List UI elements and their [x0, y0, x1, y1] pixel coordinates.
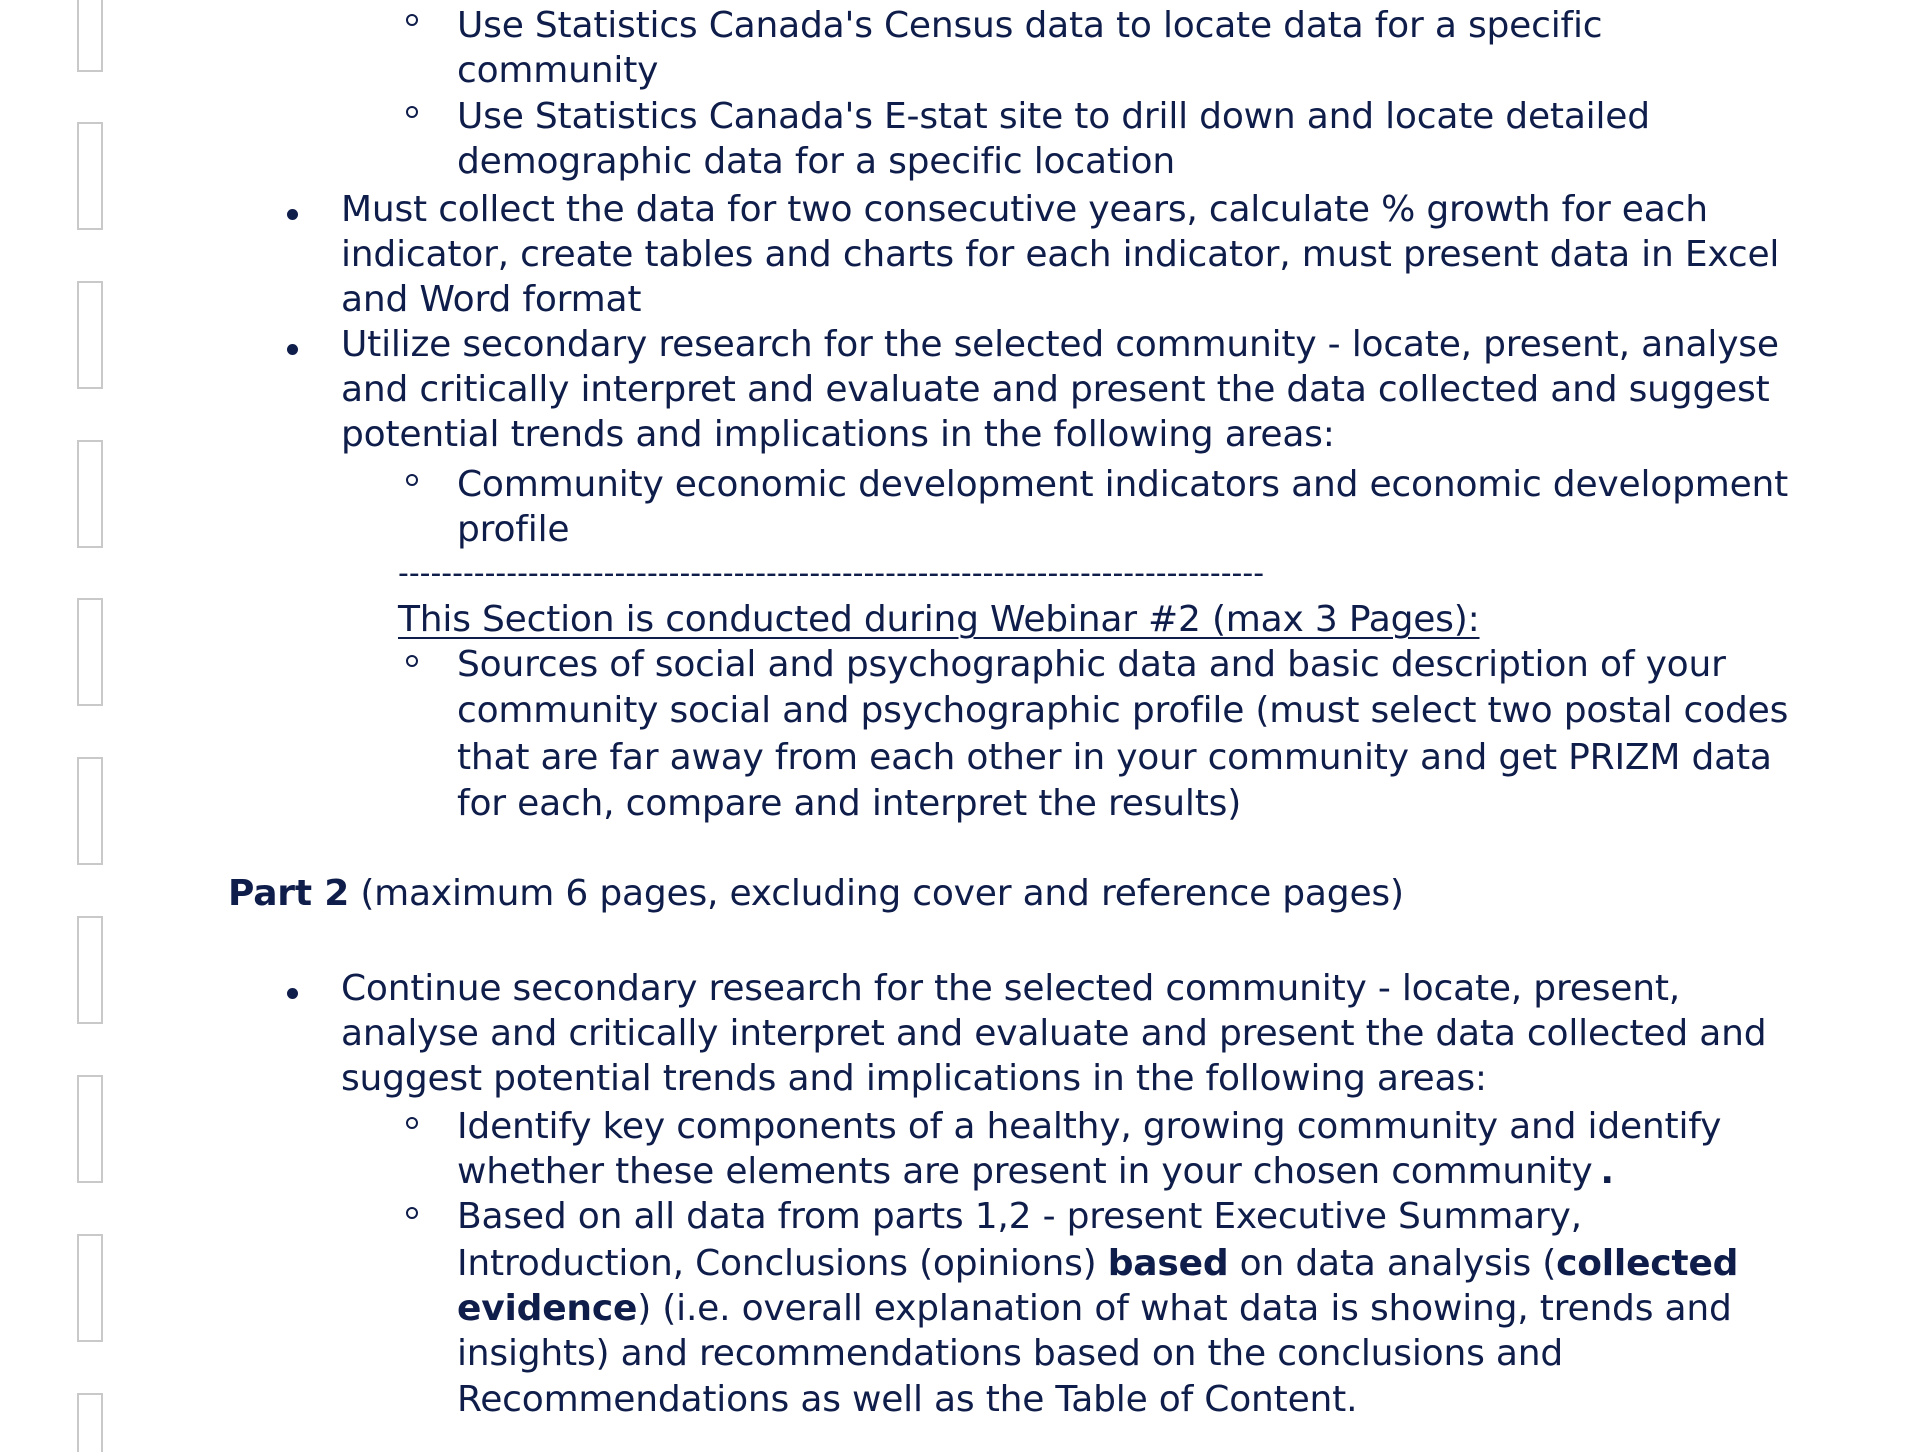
sub-list-item-text-bold: evidence	[457, 1288, 638, 1329]
webinar-section-heading: This Section is conducted during Webinar #2 (max 3 Pages):	[398, 599, 1480, 640]
list-item-text: suggest potential trends and implications in the following areas:	[341, 1058, 1487, 1099]
sub-list-item-text-bold: collected	[1556, 1243, 1739, 1284]
sub-list-item-text: insights) and recommendations based on the conclusions and	[457, 1333, 1564, 1374]
sub-list-item-text-bold: based	[1107, 1243, 1229, 1284]
sub-list-item-text: Use Statistics Canada's E-stat site to drill down and locate detailed	[457, 96, 1650, 137]
bullet-icon	[287, 344, 298, 355]
sub-list-item-text: demographic data for a specific location	[457, 141, 1175, 182]
hollow-bullet-icon	[406, 474, 418, 486]
sub-list-item-text: Identify key components of a healthy, growing community and identify	[457, 1106, 1722, 1147]
sub-list-item-text: that are far away from each other in your community and get PRIZM data	[457, 737, 1772, 778]
part2-title: Part 2	[228, 873, 350, 914]
sub-list-item-text: Recommendations as well as the Table of Content.	[457, 1379, 1358, 1420]
hollow-bullet-icon	[406, 14, 418, 26]
sub-list-item-text-part: Introduction, Conclusions (opinions)	[457, 1243, 1108, 1284]
list-item-text: potential trends and implications in the following areas:	[341, 414, 1335, 455]
list-item-text: Must collect the data for two consecutive years, calculate % growth for each	[341, 189, 1708, 230]
sub-list-item-text-part: whether these elements are present in your chosen community	[457, 1151, 1593, 1192]
list-item-text: indicator, create tables and charts for each indicator, must present data in Excel	[341, 234, 1780, 275]
sub-list-item-text: community	[457, 50, 659, 91]
hollow-bullet-icon	[406, 106, 418, 118]
hollow-bullet-icon	[406, 655, 418, 667]
list-item-text: Continue secondary research for the selected community - locate, present,	[341, 968, 1680, 1009]
sub-list-item-text: profile	[457, 509, 570, 550]
sub-list-item-text: Use Statistics Canada's Census data to locate data for a specific	[457, 5, 1603, 46]
part2-subtitle: (maximum 6 pages, excluding cover and reference pages)	[360, 873, 1404, 914]
list-item-text: and Word format	[341, 279, 642, 320]
sub-list-item-text	[457, 1150, 1614, 1194]
hollow-bullet-icon	[406, 1207, 418, 1219]
list-item-text: analyse and critically interpret and evaluate and present the data collected and	[341, 1013, 1767, 1054]
list-item-text: Utilize secondary research for the selected community - locate, present, analyse	[341, 324, 1779, 365]
section-separator: --------------------------------------------------------------------------------	[398, 556, 1265, 591]
sub-list-item-text-part: ) (i.e. overall explanation of what data is showing, trends and	[637, 1288, 1732, 1329]
sub-list-item-text-part: on data analysis (	[1228, 1243, 1557, 1284]
sub-list-item-text-period: .	[1600, 1151, 1614, 1192]
bullet-icon	[287, 209, 298, 220]
sub-list-item-text: Based on all data from parts 1,2 - present Executive Summary,	[457, 1196, 1582, 1237]
sub-list-item-text: Community economic development indicators and economic development	[457, 464, 1789, 505]
bullet-icon	[287, 988, 298, 999]
part2-heading	[228, 872, 1404, 916]
sub-list-item-text: community social and psychographic profile (must select two postal codes	[457, 690, 1789, 731]
sub-list-item-text: for each, compare and interpret the results)	[457, 783, 1242, 824]
sub-list-item-text: Sources of social and psychographic data and basic description of your	[457, 644, 1726, 685]
sub-list-item-text	[457, 1287, 1732, 1331]
sub-list-item-text	[457, 1242, 1738, 1286]
list-item-text: and critically interpret and evaluate and present the data collected and suggest	[341, 369, 1770, 410]
hollow-bullet-icon	[406, 1117, 418, 1129]
